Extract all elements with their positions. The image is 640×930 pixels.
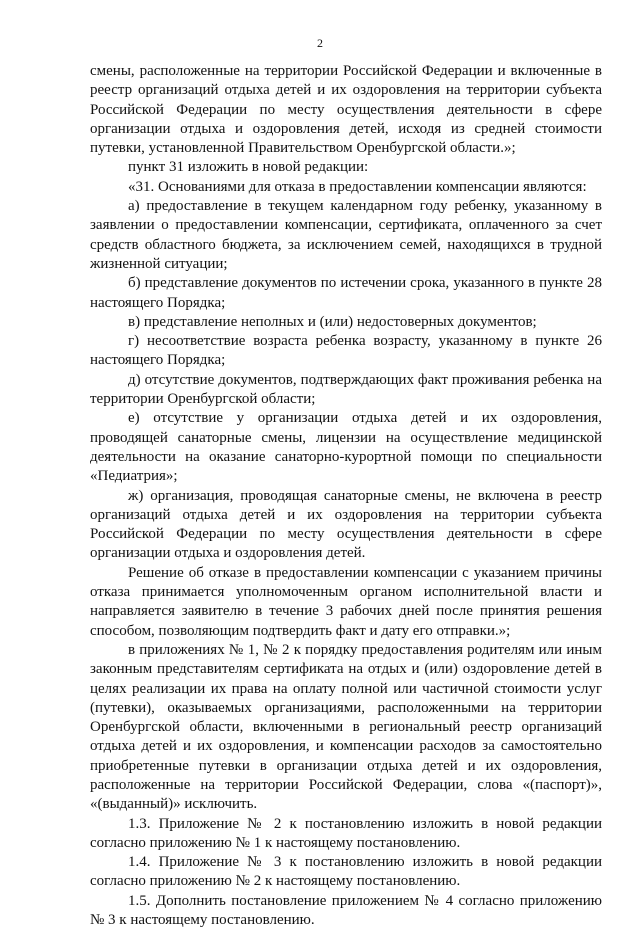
paragraph-item-a: а) предоставление в текущем календарном году ребенку, указанному в заявлении о предоставлении компенсации, сертификата, оплаченного за счет средств областного бюджета, за исключением семей, находящихся в трудной жизненной ситуации; (90, 198, 602, 272)
paragraph-refusal-decision: Решение об отказе в предоставлении компенсации с указанием причины отказа принимается уполномоченным органом исполнительной власти и направляется заявителю в течение 3 рабочих дней после принятия решения способом, позволяющим подтвердить факт и дату его отправки.»; (90, 564, 602, 639)
paragraph-appendices-amendment: в приложениях № 1, № 2 к порядку предоставления родителям или иным законным представителям сертификата на отдых и (или) оздоровление детей в целях реализации их права на оплату полной или частичной стоимости услуг (путевки), оказываемых организациями, расположенными на территории Оренбургской области, включенными в региональный реестр организаций отдыха детей и их оздоровления, и компенсации расходов за самостоятельно приобретенные путевки в организации отдыха детей и их оздоровления, расположенные на территории Российской Федерации, слова «(паспорт)», «(выданный)» исключить. (90, 641, 602, 813)
document-body (90, 62, 602, 930)
paragraph-item-g: г) несоответствие возраста ребенка возрасту, указанному в пункте 26 настоящего Порядка; (90, 333, 602, 369)
paragraph-item-zh: ж) организация, проводящая санаторные смены, не включена в реестр организаций отдыха детей и их оздоровления на территории субъекта Российской Федерации по месту осуществления деятельности в сфере организации отдыха и оздоровления детей. (90, 487, 602, 562)
paragraph-point-31-intro: пункт 31 изложить в новой редакции: (128, 159, 369, 176)
paragraph-point-31: «31. Основаниями для отказа в предоставлении компенсации являются: (128, 178, 587, 195)
paragraph-item-d: д) отсутствие документов, подтверждающих факт проживания ребенка на территории Оренбургской области; (90, 371, 602, 408)
paragraph-1-4: 1.4. Приложение № 3 к постановлению изложить в новой редакции согласно приложению № 2 к настоящему постановлению. (90, 854, 602, 890)
paragraph-continuation: смены, расположенные на территории Российской Федерации и включенные в реестр организаций отдыха детей и их оздоровления на территории субъекта Российской Федерации по месту осуществления деятельности в сфере организации отдыха и оздоровления детей, исходя из средней стоимости путевки, установленной Правительством Оренбургской области.»; (90, 63, 602, 157)
paragraph-item-v: в) представление неполных и (или) недостоверных документов; (128, 313, 537, 330)
paragraph-item-b: б) представление документов по истечении срока, указанного в пункте 28 настоящего Порядка; (90, 275, 602, 311)
paragraph-item-e: е) отсутствие у организации отдыха детей и их оздоровления, проводящей санаторные смены, лицензии на осуществление медицинской деятельности на оказание санаторно-курортной помощи по специальности «Педиатрия»; (90, 410, 602, 485)
page-number: 2 (317, 36, 323, 50)
paragraph-1-3: 1.3. Приложение № 2 к постановлению изложить в новой редакции согласно приложению № 1 к настоящему постановлению. (90, 815, 602, 851)
paragraph-1-5: 1.5. Дополнить постановление приложением № 4 согласно приложению № 3 к настоящему постановлению. (90, 892, 602, 929)
